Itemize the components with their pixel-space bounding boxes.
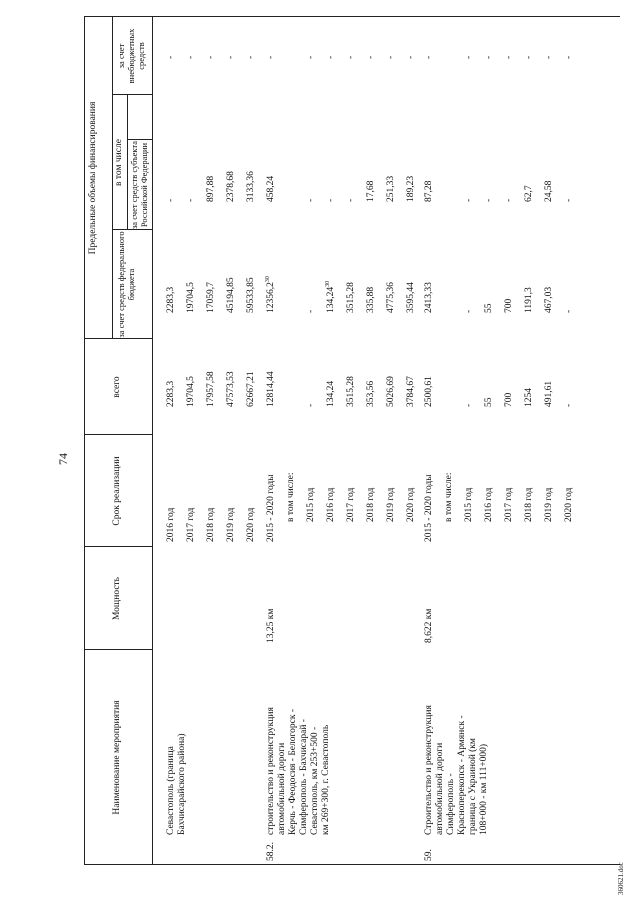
row-b-name-line: Симферополь - Бахчисарай - <box>299 719 309 835</box>
row-b-regional: 458,24 <box>266 175 276 202</box>
row-b-extra: - <box>266 55 276 59</box>
row-a-extra: - <box>166 55 176 59</box>
row-c-federal: - <box>464 309 474 313</box>
row-c-federal: - <box>564 309 574 313</box>
row-a-federal: 45194,85 <box>226 277 236 313</box>
row-b-federal: - <box>306 309 316 313</box>
row-c-extra: - <box>464 55 474 59</box>
row-c-federal: 2413,33 <box>424 282 434 313</box>
row-b-period: 2016 год <box>326 487 336 522</box>
row-b-name-line: строительство и реконструкция <box>266 707 276 835</box>
row-a-period: 2016 год <box>166 507 176 542</box>
row-c-regional: - <box>504 198 514 202</box>
row-b-total: 3784,67 <box>406 376 416 407</box>
row-c-extra: - <box>504 55 514 59</box>
row-b-total: 5026,69 <box>386 376 396 407</box>
header-funding-group: Предельные объемы финансирования <box>88 101 98 255</box>
row-c-total: 1254 <box>524 388 534 407</box>
row-b-name-line: Севастополь, км 253+500 - <box>310 726 320 835</box>
row-b-name-line: автомобильной дороги <box>277 742 287 835</box>
row-c-federal: 55 <box>484 303 494 313</box>
row-c-name-line: 108+000 - км 111+000) <box>479 743 489 835</box>
row-a-regional: 2378,68 <box>226 171 236 202</box>
funding-group-divider <box>112 17 113 339</box>
row-a-federal: 59533,85 <box>246 277 256 313</box>
row-c-total: 491,61 <box>544 380 554 407</box>
footer-file-name: 360621.doc <box>617 862 625 895</box>
row-a-extra: - <box>226 55 236 59</box>
row-c-regional: - <box>484 198 494 202</box>
row-a-period: 2017 год <box>186 507 196 542</box>
row-c-period: 2017 год <box>504 487 514 522</box>
row-c-number: 59. <box>424 849 434 861</box>
row-b-period: 2015 год <box>306 487 316 522</box>
row-c-federal: 1191,3 <box>524 287 534 313</box>
row-c-extra: - <box>424 55 434 59</box>
row-a-regional: - <box>186 198 196 202</box>
row-c-extra: - <box>544 55 554 59</box>
row-a-name-line: Бахчисарайского района) <box>177 733 187 835</box>
row-c-extra: - <box>564 55 574 59</box>
row-c-period: 2015 - 2020 годы <box>424 474 434 542</box>
row-b-name-line: Керчь - Феодосия - Белогорск - <box>288 708 298 835</box>
header-capacity: Мощность <box>112 576 122 621</box>
row-b-regional: 17,68 <box>366 180 376 202</box>
row-c-period: 2015 год <box>464 487 474 522</box>
row-a-name-line: Севастополь (граница <box>166 746 176 835</box>
row-a-federal: 17059,7 <box>206 282 216 313</box>
row-c-total: 55 <box>484 397 494 407</box>
row-b-regional: - <box>306 198 316 202</box>
row-b-total: 3515,28 <box>346 376 356 407</box>
row-b-period: 2019 год <box>386 487 396 522</box>
row-b-period: 2018 год <box>366 487 376 522</box>
row-a-period: 2020 год <box>246 507 256 542</box>
row-b-federal: 12356,2$^{30}$ <box>265 276 276 313</box>
row-c-extra: - <box>524 55 534 59</box>
row-a-extra: - <box>246 55 256 59</box>
table-top-border <box>84 17 85 865</box>
table-right-border <box>84 16 620 17</box>
header-bottom-border <box>152 17 153 865</box>
row-a-extra: - <box>186 55 196 59</box>
page-number: 74 <box>56 453 70 465</box>
row-c-period: в том числе: <box>444 472 454 522</box>
row-a-federal: 19704,5 <box>186 282 196 313</box>
row-a-period: 2018 год <box>206 507 216 542</box>
row-c-extra: - <box>484 55 494 59</box>
row-a-regional: - <box>166 198 176 202</box>
row-b-extra: - <box>326 55 336 59</box>
row-b-extra: - <box>386 55 396 59</box>
row-c-name-line: Строительство и реконструкция <box>424 705 434 835</box>
row-b-period: 2020 год <box>406 487 416 522</box>
row-c-regional: 24,58 <box>544 180 554 202</box>
row-c-name-line: автомобильной дороги <box>435 742 445 835</box>
row-b-total: 12814,44 <box>266 371 276 407</box>
row-a-total: 19704,5 <box>186 376 196 407</box>
row-b-period: 2015 - 2020 годы <box>266 474 276 542</box>
row-b-name-line: км 269+300, г. Севастополь <box>321 724 331 835</box>
row-c-regional: - <box>464 198 474 202</box>
row-b-period: 2017 год <box>346 487 356 522</box>
row-b-total: 134,24 <box>326 380 336 407</box>
header-in-that-number: в том числе <box>114 139 124 186</box>
row-b-regional: 251,33 <box>386 175 396 202</box>
row-c-name-line: граница с Украиной (км <box>468 738 478 835</box>
row-a-regional: 897,88 <box>206 175 216 202</box>
row-c-period: 2016 год <box>484 487 494 522</box>
row-a-regional: 3133,36 <box>246 171 256 202</box>
header-total: всего <box>112 376 122 398</box>
row-b-extra: - <box>346 55 356 59</box>
row-b-extra: - <box>306 55 316 59</box>
row-b-capacity: 13,25 км <box>266 608 276 643</box>
row-c-total: 2500,61 <box>424 376 434 407</box>
row-c-total: - <box>464 403 474 407</box>
row-c-name-line: Симферополь - <box>446 773 456 835</box>
row-b-total: 353,56 <box>366 380 376 407</box>
row-c-name-line: Красноперекопск - Армянск - <box>457 715 467 835</box>
table-left-border <box>84 864 620 865</box>
row-b-regional: - <box>326 198 336 202</box>
row-a-total: 2283,3 <box>166 380 176 407</box>
row-a-total: 62667,21 <box>246 371 256 407</box>
row-a-federal: 2283,3 <box>166 286 176 313</box>
row-a-extra: - <box>206 55 216 59</box>
header-name: Наименование мероприятия <box>112 700 122 815</box>
row-b-extra: - <box>406 55 416 59</box>
row-a-total: 47573,53 <box>226 371 236 407</box>
header-federal: за счет средств федерального бюджета <box>116 231 136 338</box>
row-c-period: 2020 год <box>564 487 574 522</box>
header-extra: за счет внебюджетных средств <box>116 28 146 84</box>
row-c-federal: 700 <box>504 298 514 313</box>
row-b-federal: 335,88 <box>366 286 376 313</box>
header-period: Срок реализации <box>112 456 122 526</box>
row-b-federal: 3515,28 <box>346 282 356 313</box>
row-b-regional: 189,23 <box>406 175 416 202</box>
row-c-period: 2019 год <box>544 487 554 522</box>
row-c-total: - <box>564 403 574 407</box>
row-a-period: 2019 год <box>226 507 236 542</box>
row-c-capacity: 8,622 км <box>424 608 434 643</box>
header-regional: за счет средств субъекта Российской Федерации <box>129 140 149 230</box>
row-c-regional: - <box>564 198 574 202</box>
row-b-regional: - <box>346 198 356 202</box>
row-b-total: - <box>306 403 316 407</box>
row-c-total: 700 <box>504 392 514 407</box>
row-c-period: 2018 год <box>524 487 534 522</box>
row-b-federal: 3595,44 <box>406 282 416 313</box>
row-c-regional: 87,28 <box>424 180 434 202</box>
row-b-number: 58.2. <box>266 842 276 861</box>
row-b-period: в том числе: <box>286 472 296 522</box>
row-b-federal: 134,24$^{30}$ <box>325 280 336 313</box>
row-b-federal: 4775,36 <box>386 282 396 313</box>
row-a-total: 17957,58 <box>206 371 216 407</box>
in-that-number-divider <box>127 95 128 230</box>
row-b-extra: - <box>366 55 376 59</box>
row-c-federal: 467,03 <box>544 286 554 313</box>
row-c-regional: 62,7 <box>524 185 534 202</box>
